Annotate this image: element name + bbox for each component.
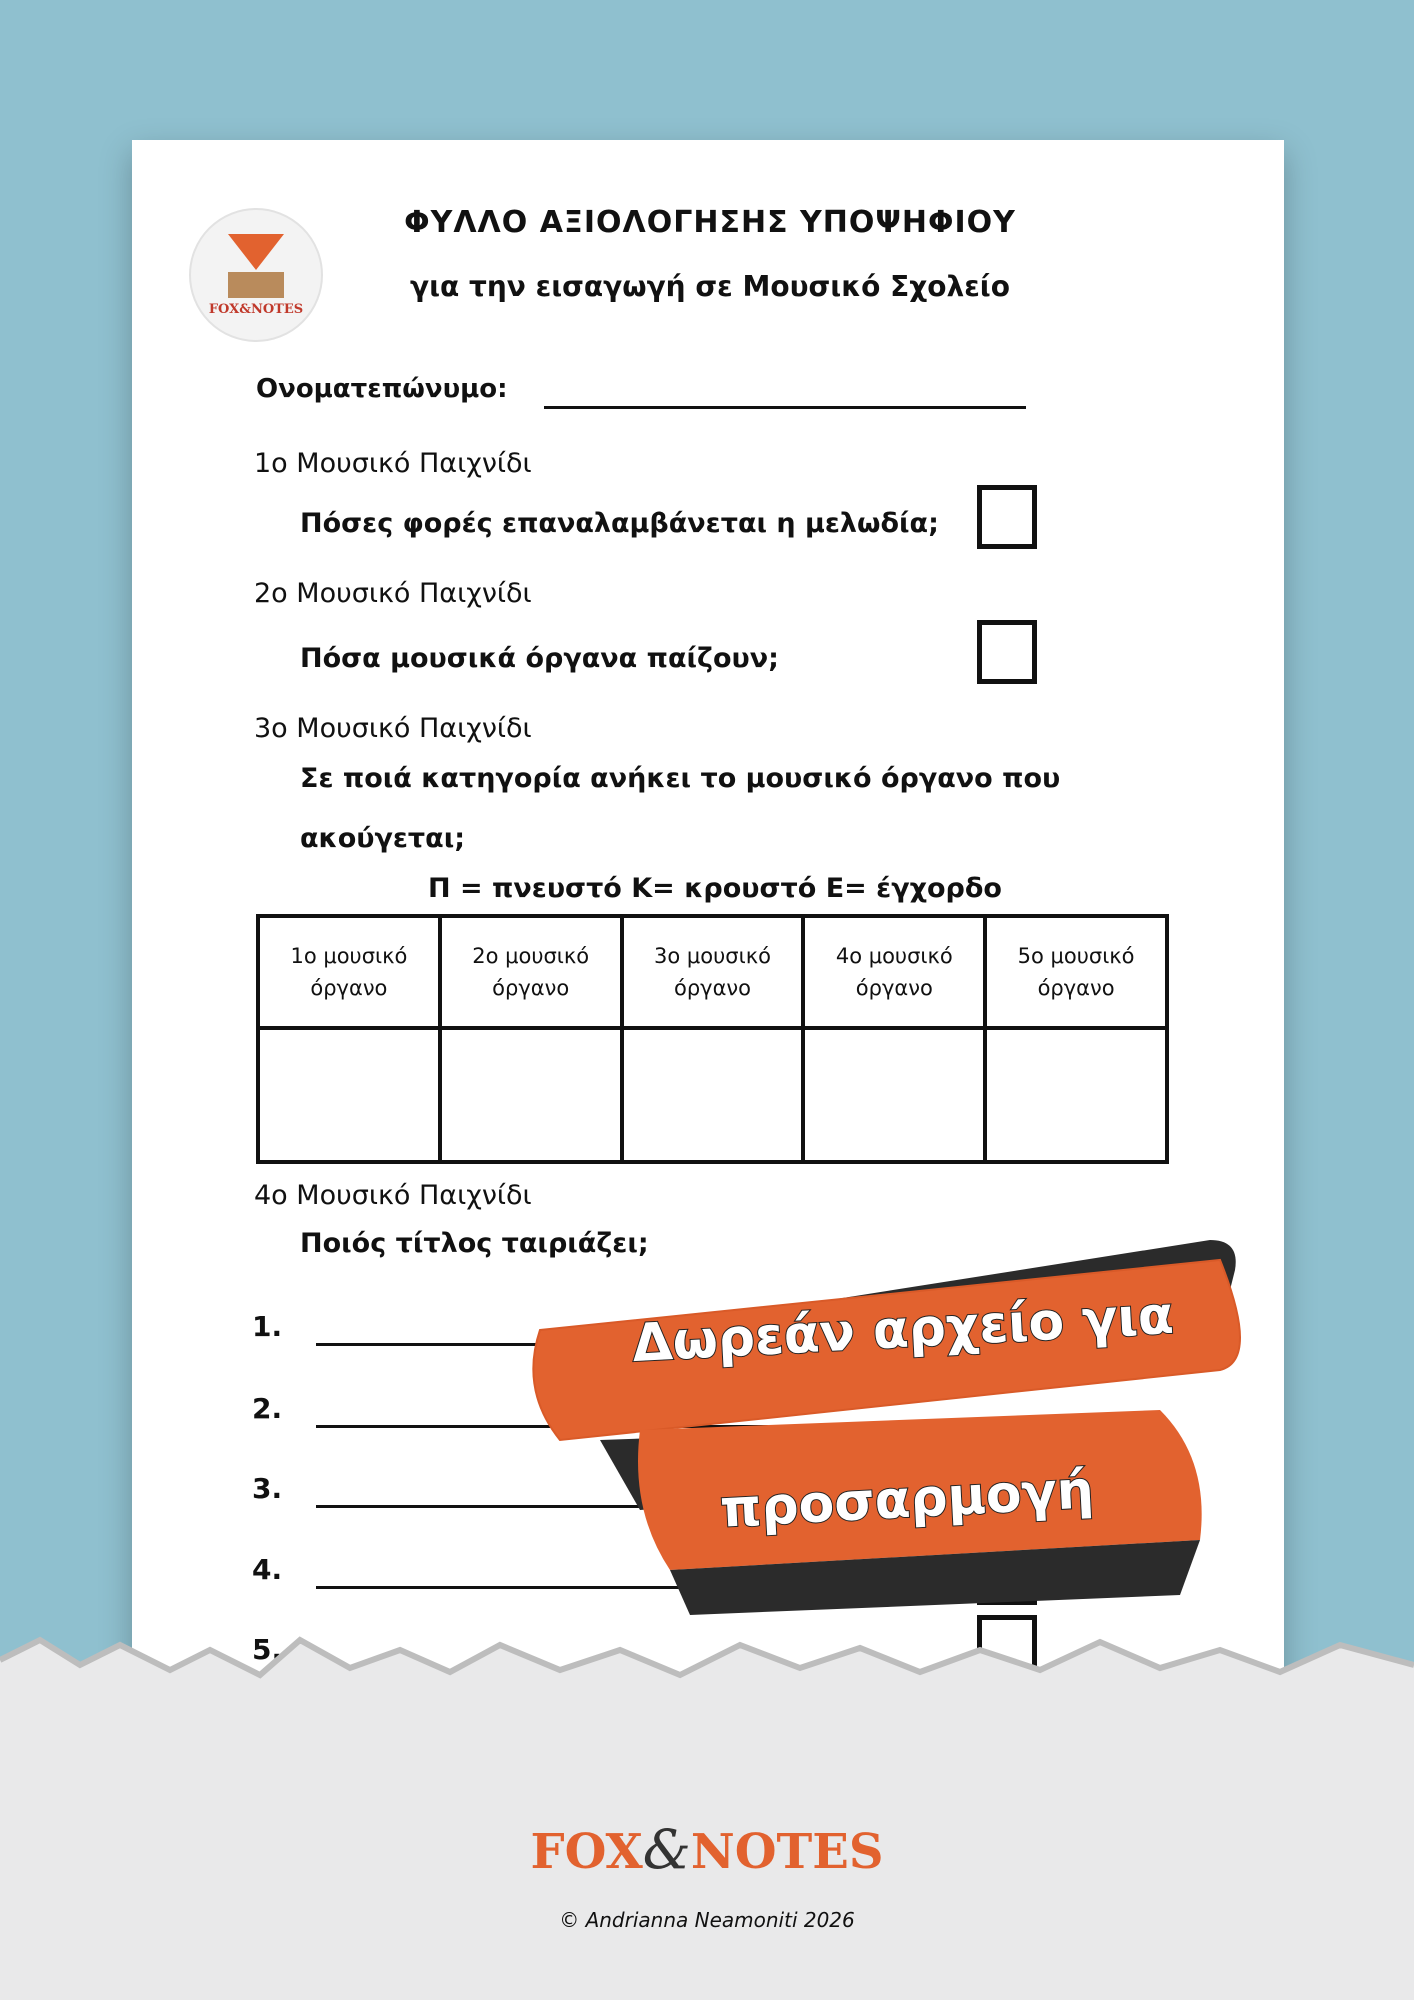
game-1-label: 1ο Μουσικό Παιχνίδι: [254, 448, 532, 479]
brand-right: NOTES: [690, 1824, 884, 1880]
game-3-question-line2: ακούγεται;: [300, 823, 466, 854]
game-1-question: Πόσες φορές επαναλαμβάνεται η μελωδία;: [300, 508, 939, 539]
torn-paper-footer: [0, 1620, 1414, 2000]
banner-line-2: προσαρμογή: [718, 1460, 1096, 1540]
page-subtitle: για την εισαγωγή σε Μουσικό Σχολείο: [410, 270, 1010, 303]
game-3-label: 3ο Μουσικό Παιχνίδι: [254, 713, 532, 744]
answer-cell[interactable]: [622, 1028, 804, 1162]
brand-left: FOX: [530, 1824, 643, 1880]
table-header-cell: 4ο μουσικό όργανο: [803, 916, 985, 1028]
answer-cell[interactable]: [985, 1028, 1167, 1162]
box-icon: [228, 272, 284, 298]
name-label: Ονοματεπώνυμο:: [256, 374, 508, 404]
table-header-cell: 5ο μουσικό όργανο: [985, 916, 1167, 1028]
instrument-legend: Π = πνευστό Κ= κρουστό Ε= έγχορδο: [428, 873, 1002, 904]
table-header-cell: 3ο μουσικό όργανο: [622, 916, 804, 1028]
game-2-answer-box[interactable]: [977, 620, 1037, 684]
name-input-line[interactable]: [544, 406, 1026, 409]
game-2-question: Πόσα μουσικά όργανα παίζουν;: [300, 643, 779, 674]
fox-notes-logo: [189, 208, 323, 342]
option-number: 2.: [252, 1392, 283, 1425]
page-title: ΦΥΛΛΟ ΑΞΙΟΛΟΓΗΣΗΣ ΥΠΟΨΗΦΙΟΥ: [404, 205, 1016, 240]
game-3-question-line1: Σε ποιά κατηγορία ανήκει το μουσικό όργανο που: [300, 763, 1061, 794]
game-1-answer-box[interactable]: [977, 485, 1037, 549]
logo-text: FOX&NOTES: [208, 301, 304, 317]
option-number: 4.: [252, 1553, 283, 1586]
banner-line-1: Δωρεάν αρχείο για: [630, 1285, 1175, 1375]
table-answer-row: [258, 1028, 1167, 1162]
option-number: 5.: [252, 1633, 283, 1666]
game-4-question: Ποιός τίτλος ταιριάζει;: [300, 1228, 649, 1259]
table-header-cell: 1ο μουσικό όργανο: [258, 916, 440, 1028]
fox-icon: [228, 234, 284, 270]
answer-cell[interactable]: [440, 1028, 622, 1162]
table-header-row: [258, 916, 1167, 1028]
answer-cell[interactable]: [803, 1028, 985, 1162]
game-4-label: 4ο Μουσικό Παιχνίδι: [254, 1180, 532, 1211]
option-number: 3.: [252, 1472, 283, 1505]
option-number: 1.: [252, 1310, 283, 1343]
answer-cell[interactable]: [258, 1028, 440, 1162]
brand-ampersand: &: [642, 1818, 691, 1881]
game-2-label: 2ο Μουσικό Παιχνίδι: [254, 578, 532, 609]
table-header-cell: 2ο μουσικό όργανο: [440, 916, 622, 1028]
instrument-table: [256, 914, 1169, 1164]
footer-brand-logo: [0, 1818, 1414, 1881]
copyright-notice: © Andrianna Neamoniti 2026: [559, 1908, 855, 1932]
